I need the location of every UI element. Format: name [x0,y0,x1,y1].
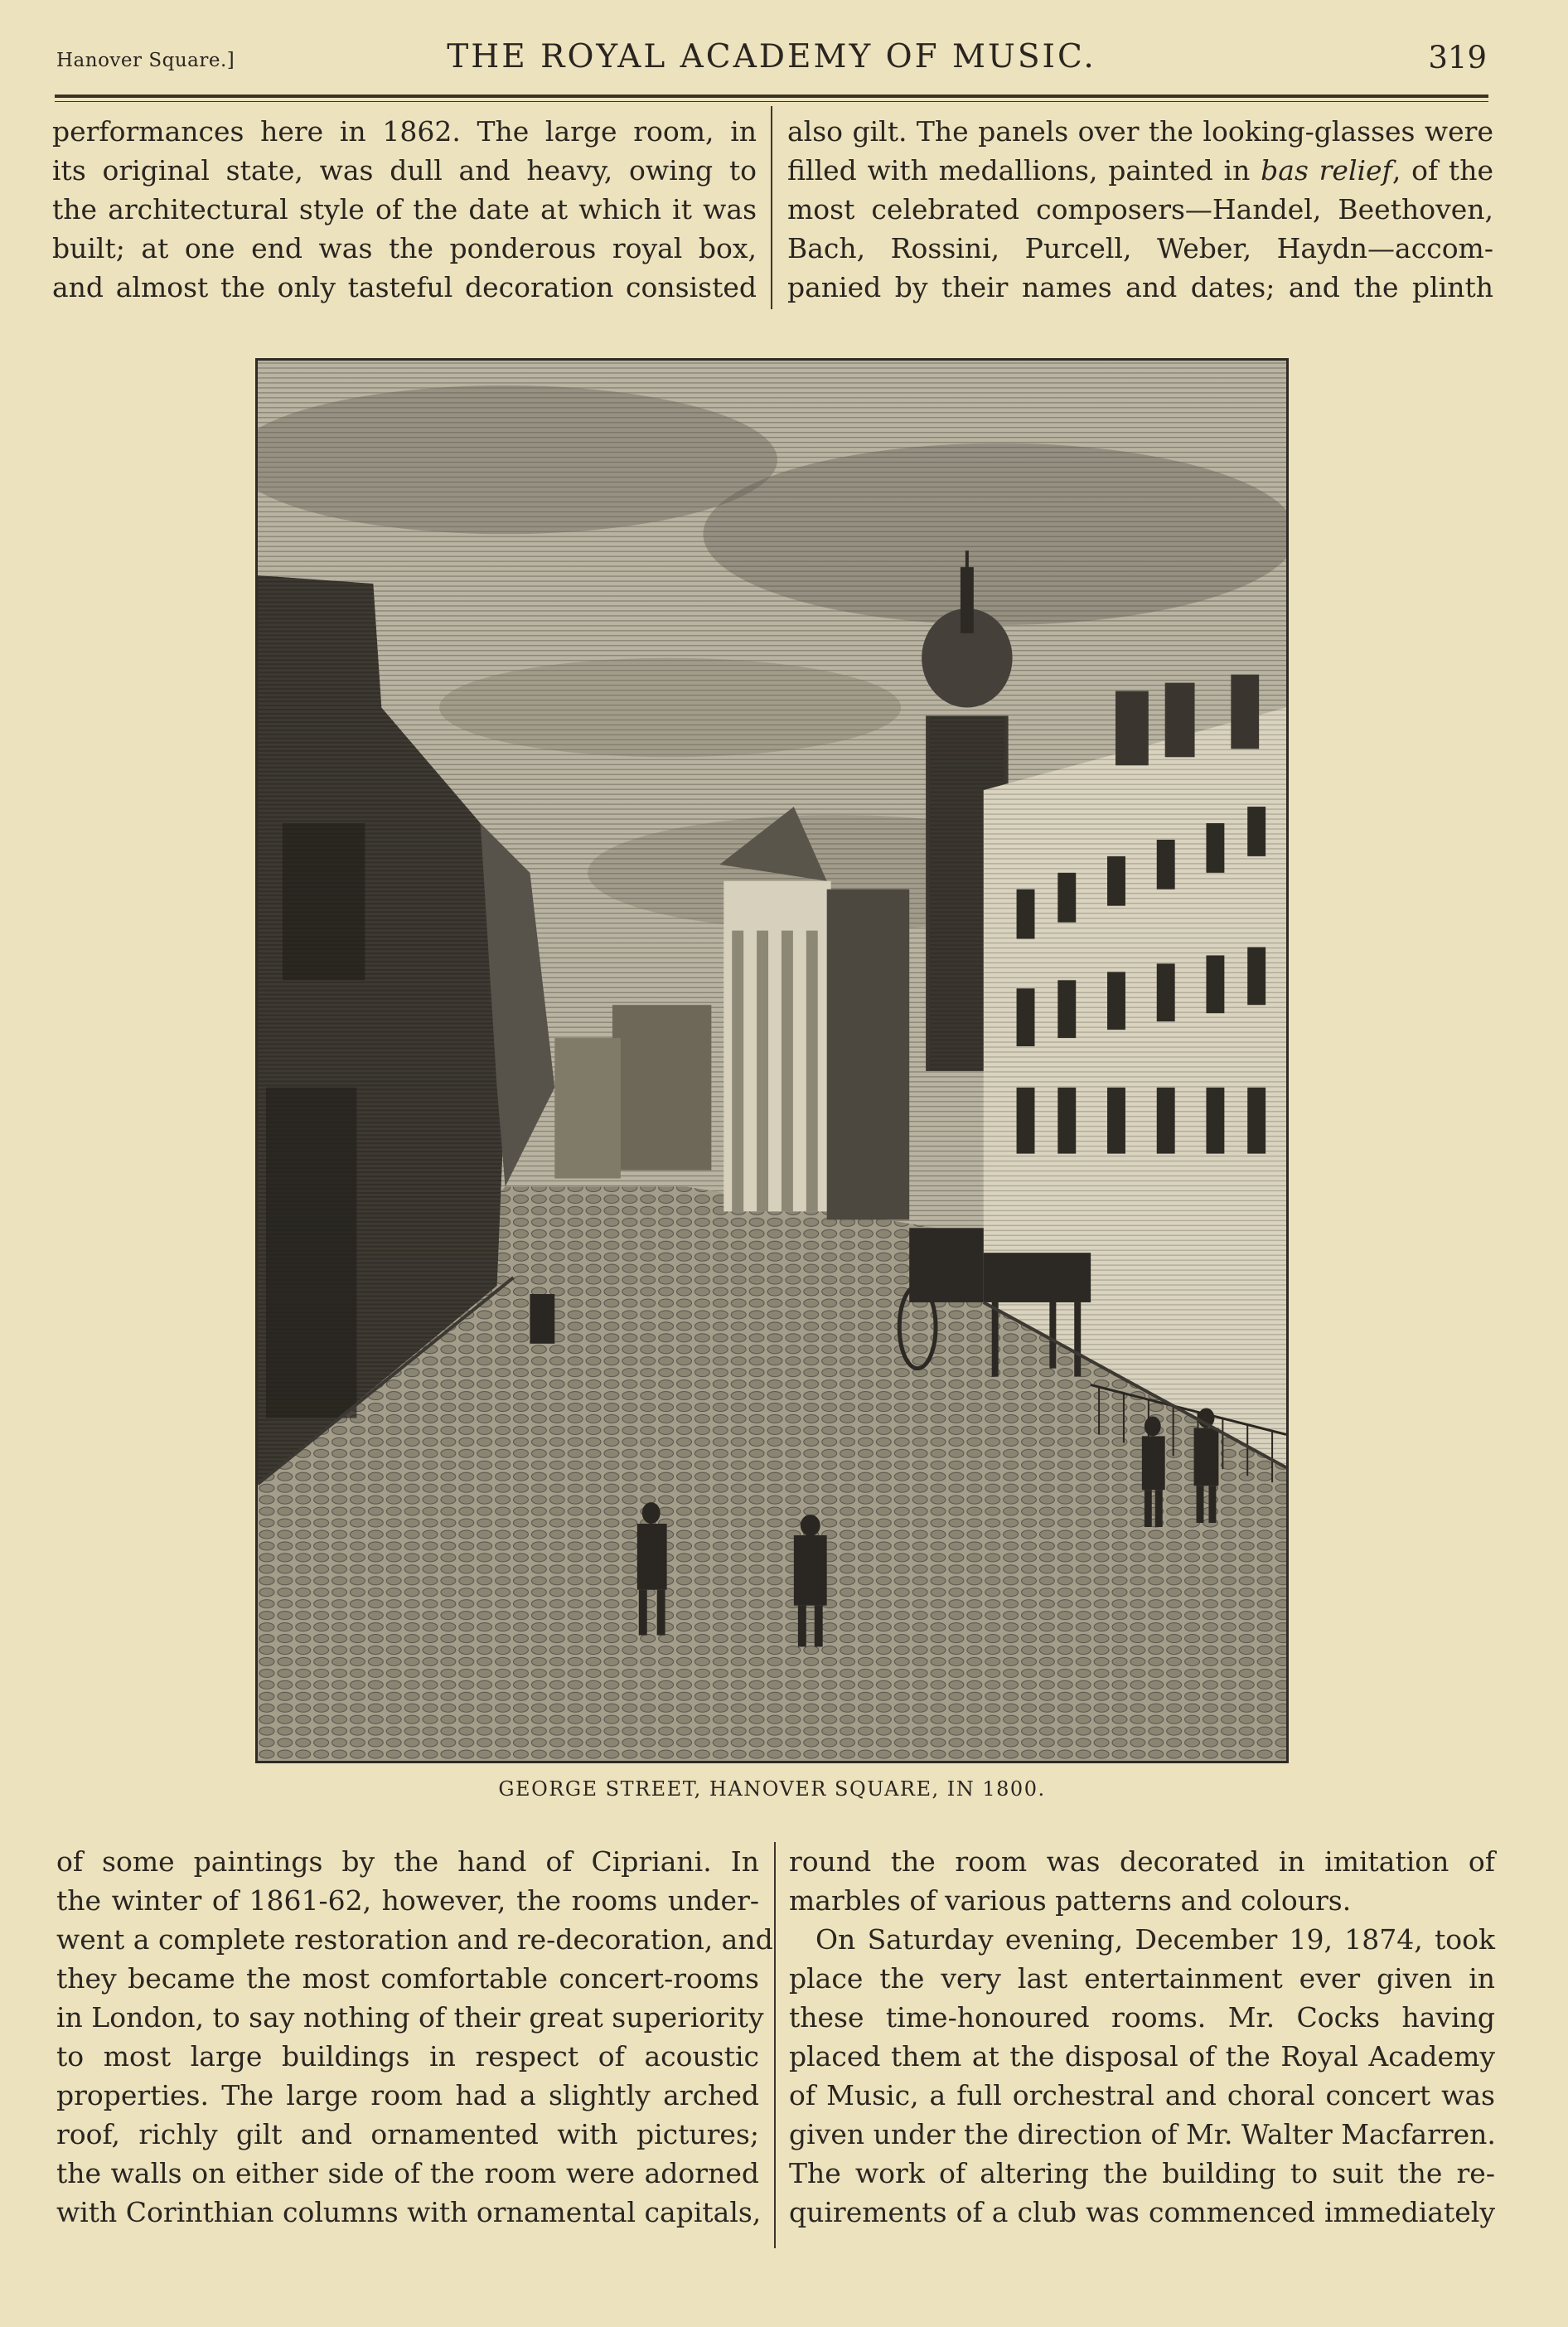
section-label: Hanover Square.] [56,50,235,71]
page-number: 319 [1428,40,1487,75]
text-line: panied by their names and dates; and the plinth [787,271,1493,303]
text-fragment: filled with medallions, painted in [787,154,1251,187]
street-scene-engraving [258,361,1286,1761]
text-line: they became the most comfortable concert-rooms [56,1962,759,1995]
header-rule-thin [55,101,1488,102]
text-line: to most large buildings in respect of acoustic [56,2040,759,2072]
column-divider [771,106,772,309]
text-column-right-bottom [789,1842,1495,2232]
engraving-illustration [255,358,1289,1763]
text-line: the architectural style of the date at which it was [52,193,757,225]
text-line: these time-honoured rooms. Mr. Cocks having [789,2001,1495,2034]
text-line: went a complete restoration and re-decoration, and [56,1923,773,1956]
text-line: quirements of a club was commenced immediately [789,2196,1495,2228]
text-line: given under the direction of Mr. Walter Macfarren. [789,2118,1496,2150]
text-line: place the very last entertainment ever given in [789,1962,1495,1995]
text-line: The work of altering the building to suit the re- [789,2157,1495,2189]
text-line: of Music, a full orchestral and choral concert was [789,2079,1495,2111]
text-line: round the room was decorated in imitation of [789,1845,1495,1878]
text-line: its original state, was dull and heavy, owing to [52,154,757,187]
text-line: Bach, Rossini, Purcell, Weber, Haydn—accom- [787,232,1493,264]
column-divider [774,1842,776,2248]
text-column-left-bottom [56,1842,773,2232]
text-column-right-top [787,112,1493,307]
text-line: in London, to say nothing of their great superiority [56,2001,764,2034]
text-fragment: , of the [1391,154,1493,187]
text-line: also gilt. The panels over the looking-glasses were [787,115,1493,148]
text-column-left-top [52,112,757,307]
text-line: roof, richly gilt and ornamented with pictures; [56,2118,759,2150]
header-rule [55,95,1488,98]
figure-caption: GEORGE STREET, HANOVER SQUARE, IN 1800. [498,1777,1046,1801]
text-line: placed them at the disposal of the Royal Academy [789,2040,1495,2072]
text-line: with Corinthian columns with ornamental capitals, [56,2196,762,2228]
text-line: the walls on either side of the room were adorned [56,2157,759,2189]
text-line: and almost the only tasteful decoration consisted [52,271,757,303]
text-line [787,151,1493,190]
page-title: THE ROYAL ACADEMY OF MUSIC. [447,38,1096,75]
text-line: marbles of various patterns and colours. [789,1884,1352,1917]
text-line: performances here in 1862. The large room, in [52,115,757,148]
text-line: most celebrated composers—Handel, Beethoven, [787,193,1493,225]
text-line: of some paintings by the hand of Cipriani. In [56,1845,759,1878]
text-line: the winter of 1861-62, however, the rooms under- [56,1884,759,1917]
text-line: built; at one end was the ponderous royal box, [52,232,757,264]
running-header [56,33,1487,99]
italic-phrase: bas relief [1261,154,1392,187]
text-line: On Saturday evening, December 19, 1874, took [815,1923,1495,1956]
text-line: properties. The large room had a slightly arched [56,2079,759,2111]
